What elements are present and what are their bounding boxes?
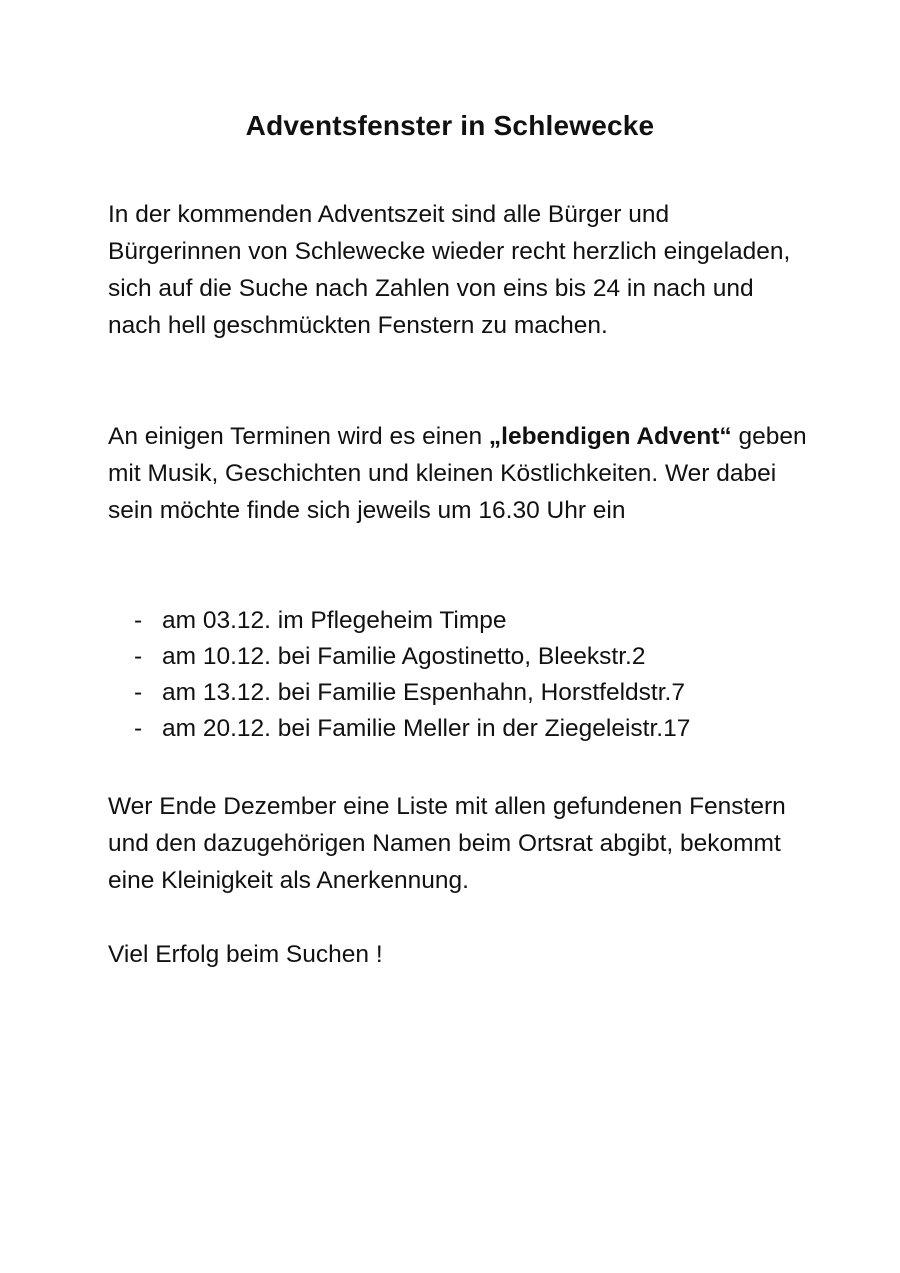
list-item-text: am 03.12. im Pflegeheim Timpe	[162, 607, 507, 634]
advent-text-after: geben mit Musik, Geschichten und kleinen Köstlichkeiten. Wer dabei sein möchte finde sich jeweils um 16.30 Uhr ein	[108, 423, 807, 524]
advent-highlight: „lebendigen Advent“	[488, 423, 732, 450]
list-dash: -	[134, 715, 143, 742]
advent-paragraph	[108, 418, 808, 529]
advent-text-before: An einigen Terminen wird es einen	[108, 423, 489, 450]
list-dash: -	[134, 643, 143, 670]
list-item-text: am 10.12. bei Familie Agostinetto, Bleekstr.2	[162, 643, 646, 670]
list-item	[108, 675, 808, 711]
dates-list	[108, 603, 808, 747]
list-item	[108, 639, 808, 675]
intro-paragraph: In der kommenden Adventszeit sind alle Bürger und Bürgerinnen von Schlewecke wieder recht herzlich eingeladen, sich auf die Suche nach Zahlen von eins bis 24 in nach und nach hell geschmückten Fenstern zu machen.	[108, 201, 791, 339]
list-dash: -	[134, 679, 143, 706]
list-dash: -	[134, 607, 143, 634]
list-item	[108, 603, 808, 639]
list-item	[108, 711, 808, 747]
page-title: Adventsfenster in Schlewecke	[245, 110, 655, 141]
list-item-text: am 13.12. bei Familie Espenhahn, Horstfeldstr.7	[162, 679, 685, 706]
list-item-text: am 20.12. bei Familie Meller in der Ziegeleistr.17	[162, 715, 691, 742]
closing-line: Viel Erfolg beim Suchen !	[108, 941, 383, 968]
outro-paragraph: Wer Ende Dezember eine Liste mit allen gefundenen Fenstern und den dazugehörigen Namen beim Ortsrat abgibt, bekommt eine Kleinigkeit als Anerkennung.	[108, 793, 786, 894]
